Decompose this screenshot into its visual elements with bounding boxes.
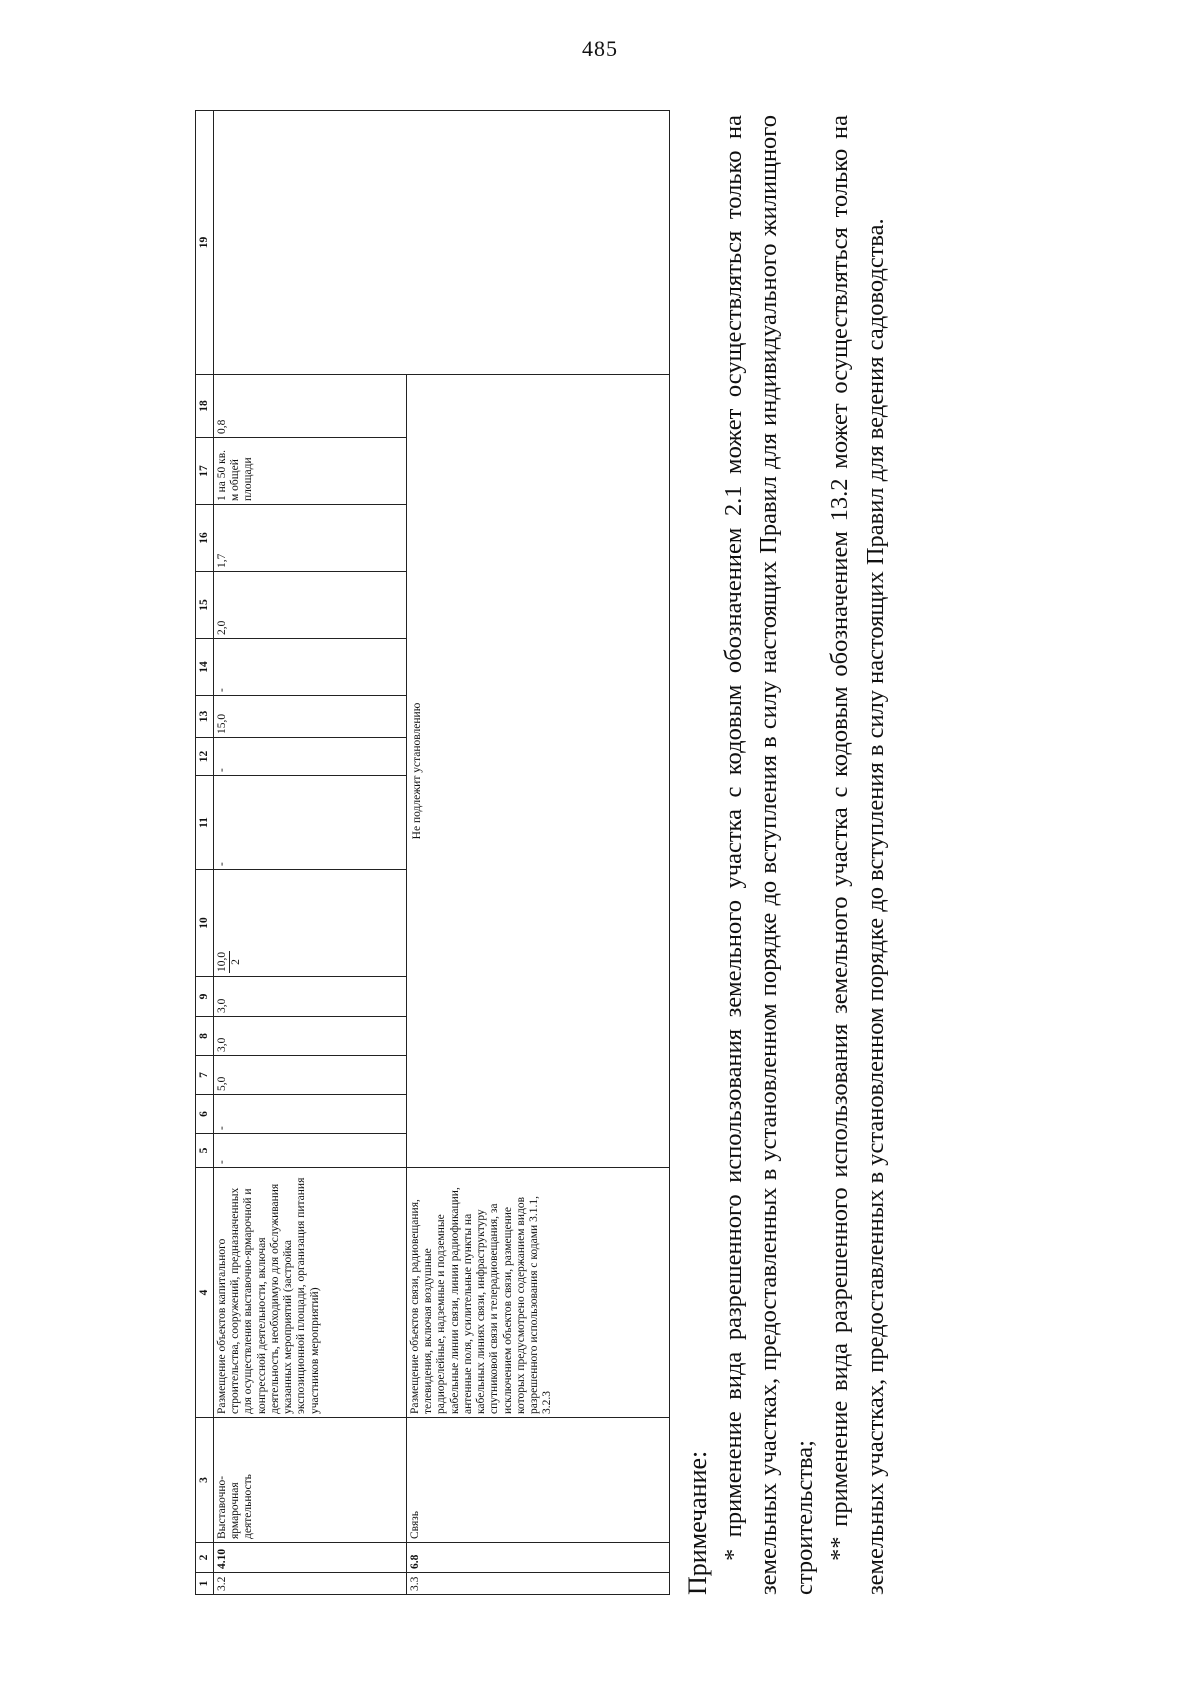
use-code: 6.8: [407, 1543, 670, 1573]
header-cell: 11: [196, 776, 214, 870]
use-code: 4.10: [214, 1543, 407, 1573]
note-item: * применение вида разрешенного использования земельного участка с кодовым обозначением 2.1 может осуществляться только на земельных участках, предоставленных в установленном порядке до вступления в силу настоящих Правил для индивидуального жилищного строительства;: [719, 115, 818, 1595]
header-cell: 12: [196, 738, 214, 776]
header-cell: 7: [196, 1056, 214, 1095]
header-cell: 14: [196, 639, 214, 696]
header-cell: 10: [196, 870, 214, 977]
header-cell: 5: [196, 1134, 214, 1168]
zoning-table-rotated: [195, 111, 670, 1595]
use-description: Размещение объектов связи, радиовещания, телевидения, включая воздушные радиорелейные, надземные и подземные кабельные линии связи, линии радиофикации, антенные поля, усилительные пункты на кабельных линиях связи, инфраструктуру спутниковой связи и телерадиовещания, за исключением объектов связи, размещение которых предусмотрено содержанием видов разрешенного использования с кодами 3.1.1, 3.2.3: [407, 1168, 670, 1418]
use-name: Связь: [407, 1418, 670, 1543]
header-cell: 17: [196, 438, 214, 505]
param-cell: 1,7: [214, 505, 407, 572]
param-cell: 2,0: [214, 572, 407, 639]
param-cell: 0,8: [214, 375, 407, 438]
header-cell: 13: [196, 696, 214, 738]
table-row: [214, 111, 407, 1595]
zoning-table: [195, 110, 670, 1595]
use-name: Выставочно-ярмарочная деятельность: [214, 1418, 407, 1543]
header-cell: 6: [196, 1095, 214, 1134]
row-number: 3.3: [407, 1573, 670, 1595]
header-cell: 19: [196, 111, 214, 375]
merged-not-applicable-cell: Не подлежит установлению: [407, 375, 670, 1168]
header-cell: 2: [196, 1543, 214, 1573]
row-number: 3.2: [214, 1573, 407, 1595]
page-number: 485: [582, 36, 618, 61]
fraction: [216, 951, 242, 973]
param-cell: -: [214, 1134, 407, 1168]
param-cell: 1 на 50 кв. м общей площади: [214, 438, 407, 505]
param-cell: 3,0: [214, 1017, 407, 1056]
param-cell: 3,0: [214, 977, 407, 1017]
header-cell: 4: [196, 1168, 214, 1418]
notes-rotated: [680, 115, 925, 1595]
note-item: ** применение вида разрешенного использования земельного участка с кодовым обозначением 13.2 может осуществляться только на земельных участках, предоставленных в установленном порядке до вступления в силу настоящих Правил для ведения садоводства.: [826, 115, 889, 1595]
header-cell: 16: [196, 505, 214, 572]
param-cell: -: [214, 776, 407, 870]
table-header-row: [196, 111, 214, 1595]
notes-title: Примечание:: [683, 1450, 712, 1595]
param-cell: -: [214, 639, 407, 696]
header-cell: 15: [196, 572, 214, 639]
header-cell: 3: [196, 1418, 214, 1543]
param-cell: [214, 111, 670, 375]
param-cell: 5,0: [214, 1056, 407, 1095]
param-cell: -: [214, 738, 407, 776]
param-cell-fraction: [214, 870, 407, 977]
header-cell: 8: [196, 1017, 214, 1056]
header-cell: 1: [196, 1573, 214, 1595]
use-description: Размещение объектов капитального строительства, сооружений, предназначенных для осуществления выставочно-ярмарочной и конгрессной деятельности, включая деятельность, необходимую для обслуживания указанных мероприятий (застройка экспозиционной площади, организация питания участников мероприятий): [214, 1168, 407, 1418]
fraction-numerator: 10,0: [216, 951, 228, 972]
param-cell: 15,0: [214, 696, 407, 738]
param-cell: -: [214, 1095, 407, 1134]
header-cell: 9: [196, 977, 214, 1017]
header-cell: 18: [196, 375, 214, 438]
fraction-denominator: 2: [229, 959, 242, 965]
